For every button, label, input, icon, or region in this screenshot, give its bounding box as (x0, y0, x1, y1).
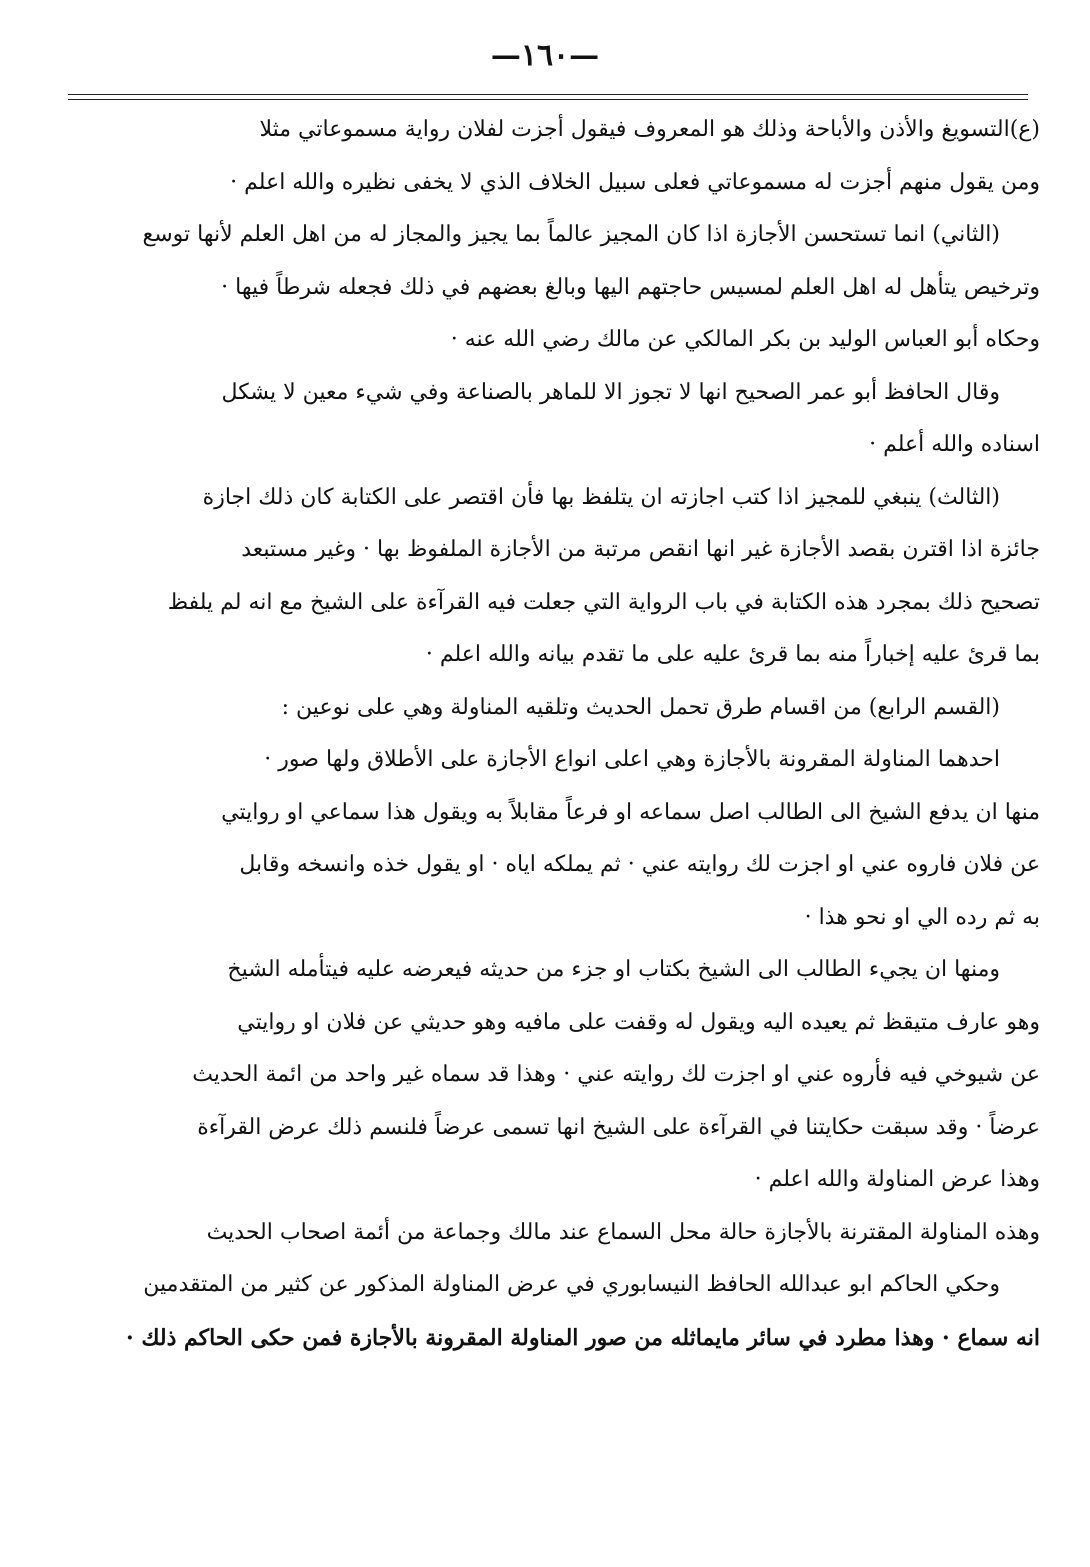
text-line: وهذه المناولة المقترنة بالأجازة حالة محل السماع عند مالك وجماعة من أئمة اصحاب الحديث (206, 1219, 1040, 1245)
text-line: بما قرئ عليه إخباراً منه بما قرئ عليه على ما تقدم بيانه والله اعلم · (425, 642, 1040, 667)
text-line: عن شيوخي فيه فأروه عني او اجزت لك روايته عني · وهذا قد سماه غير واحد من ائمة الحديث (192, 1062, 1040, 1087)
text-line: اسناده والله أعلم · (869, 432, 1040, 457)
text-line: به ثم رده الي او نحو هذا · (804, 904, 1040, 930)
page-body (60, 104, 1040, 1364)
text-line: (ع)التسويغ والأذن والأباحة وذلك هو المعروف فيقول أجزت لفلان رواية مسموعاتي مثلا (259, 117, 1040, 142)
header-rule-top (68, 94, 1028, 95)
text-line: ومن يقول منهم أجزت له مسموعاتي فعلى سبيل الخلاف الذي لا يخفى نظيره والله اعلم · (230, 169, 1040, 195)
text-line: عرضاً · وقد سبقت حكايتنا في القرآءة على الشيخ انها تسمى عرضاً فلنسم ذلك عرض القرآءة (197, 1114, 1040, 1140)
text-line: وحكاه أبو العباس الوليد بن بكر المالكي عن مالك رضي الله عنه · (450, 327, 1040, 352)
text-line: عن فلان فاروه عني او اجزت لك روايته عني · ثم يملكه اياه · او يقول خذه وانسخه وقابل (239, 852, 1040, 877)
text-line: (الثالث) ينبغي للمجيز اذا كتب اجازته ان يتلفظ بها فأن اقتصر على الكتابة كان ذلك اجازة (202, 484, 1000, 510)
text-line: منها ان يدفع الشيخ الى الطالب اصل سماعه او فرعاً مقابلاً به ويقول هذا سماعي او روايتي (221, 799, 1040, 825)
text-line: وقال الحافظ أبو عمر الصحيح انها لا تجوز الا للماهر بالصناعة وفي شيء معين لا يشكل (221, 379, 1000, 405)
text-line: وترخيص يتأهل له اهل العلم لمسيس حاجتهم اليها وبالغ بعضهم في ذلك فجعله شرطاً فيها · (221, 274, 1040, 300)
text-line: وهو عارف متيقظ ثم يعيده اليه ويقول له وقفت على مافيه وهو حديثي عن فلان او روايتي (237, 1009, 1040, 1035)
text-line: وهذا عرض المناولة والله اعلم · (754, 1167, 1040, 1192)
header-rule-bottom (68, 99, 1028, 100)
text-line: تصحيح ذلك بمجرد هذه الكتابة في باب الرواية التي جعلت فيه القرآءة على الشيخ مع انه لم يلفظ (167, 589, 1040, 615)
text-line: (القسم الرابع) من اقسام طرق تحمل الحديث وتلقيه المناولة وهي على نوعين : (281, 694, 1000, 720)
text-line: ومنها ان يجيء الطالب الى الشيخ بكتاب او جزء من حديثه فيعرضه عليه فيتأمله الشيخ (227, 957, 1000, 982)
page-number: —١٦٠— (490, 38, 600, 73)
text-line: احدهما المناولة المقرونة بالأجازة وهي اعلى انواع الأجازة على الأطلاق ولها صور · (264, 747, 1000, 772)
text-line: (الثاني) انما تستحسن الأجازة اذا كان المجيز عالماً بما يجيز والمجاز له من اهل العلم لأنها توسع (142, 222, 1000, 247)
text-line: جائزة اذا اقترن بقصد الأجازة غير انها انقص مرتبة من الأجازة الملفوظ بها · وغير مستبعد (241, 537, 1040, 562)
text-line: وحكي الحاكم ابو عبدالله الحافظ النيسابوري في عرض المناولة المذكور عن كثير من المتقدمين (143, 1272, 1000, 1297)
text-line: انه سماع · وهذا مطرد في سائر مايماثله من صور المناولة المقرونة بالأجازة فمن حكى الحاكم ذلك · (126, 1324, 1040, 1351)
